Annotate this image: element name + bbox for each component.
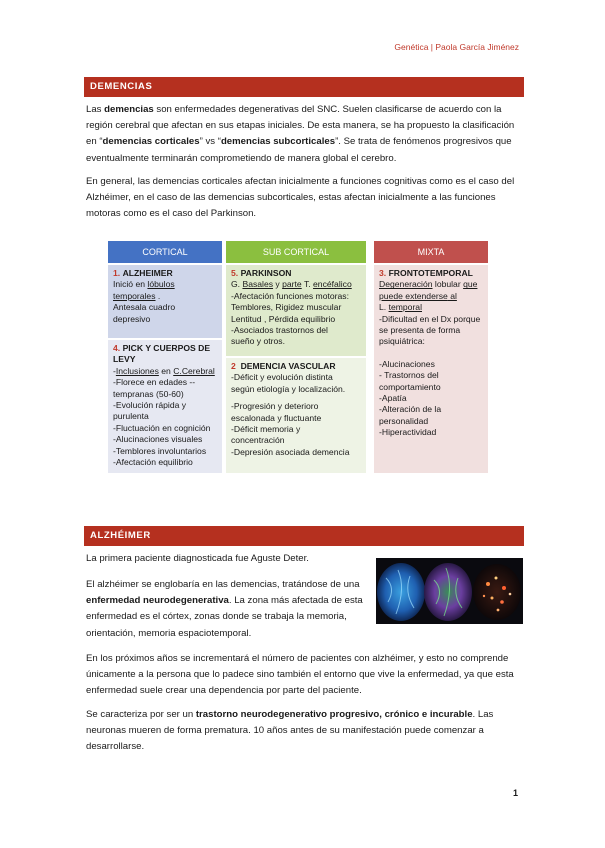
column-mixta xyxy=(374,241,488,473)
page-number: 1 xyxy=(513,788,519,798)
section-title-alzheimer: ALZHÉIMER xyxy=(84,526,524,546)
column-cortical xyxy=(108,241,222,473)
box-demencia-vascular: 2 DEMENCIA VASCULAR -Déficit y evolución distinta según etiología y localización. -Progresión y deterioro escalonada y fluctuante -Déficit memoria y concentración -Depresión asociada demencia xyxy=(226,358,366,473)
box-frontotemporal: 3. FRONTOTEMPORAL Degeneración lobular que puede extenderse al L. temporal -Dificultad en el Dx porque se presenta de forma psiquiátrica: -Alucinaciones - Trastornos del comportamiento -Apatía -Alteración de la personalidad -Hiperactividad xyxy=(374,265,488,473)
alzheimer-paragraph-1: La primera paciente diagnosticada fue Aguste Deter. xyxy=(86,553,309,564)
section-title-demencias: DEMENCIAS xyxy=(84,77,524,97)
column-subcortical xyxy=(226,241,366,473)
brain-scan-illustration xyxy=(376,558,523,624)
alzheimer-paragraph-4: Se caracteriza por ser un trastorno neurodegenerativo progresivo, crónico e incurable. Las neuronas mueren de forma prematura. 10 años antes de su manifestación puede comenzar a desarrollarse. xyxy=(86,709,494,753)
box-parkinson: 5. PARKINSON G. Basales y parte T. encéfalico -Afectación funciones motoras: Temblores, Rigidez muscular Lentitud , Pérdida equilibrio -Asociados trastornos del sueño y otros. xyxy=(226,265,366,356)
alzheimer-paragraph-3: En los próximos años se incrementará el número de pacientes con alzhéimer, y esto no comprende únicamente a la persona que lo padece sino también el entorno que vive la enfermedad, ya que esta enfermedad suele crear una dependencia por parte del paciente. xyxy=(86,653,514,697)
brain-scan-image xyxy=(376,558,523,624)
alzheimer-paragraph-2: El alzhéimer se englobaría en las demencias, tratándose de una enfermedad neurodegenerativa. La zona más afectada de esta enfermedad es el córtex, zonas donde se trabaja la memoria, orientación, memoria espaciotemporal. xyxy=(86,579,363,639)
column-header-cortical: CORTICAL xyxy=(108,241,222,263)
demencias-paragraph-1: Las demencias son enfermedades degenerativas del SNC. Suelen clasificarse de acuerdo con la región cerebral que afectan en sus etapas iniciales. De esta manera, se ha propuesto la clasificación en “demencias corticales” vs “demencias subcorticales”. Se trata de fenómenos progresivos que eventualmente terminarán comprometiendo de manera global el cerebro. xyxy=(86,104,515,164)
demencias-paragraph-2: En general, las demencias corticales afectan inicialmente a funciones cognitivas como es el caso del Alzhéimer, en el caso de las demencias subcorticales, estas afectan inicialmente a las funciones motoras como es el caso del Parkinson. xyxy=(86,176,515,220)
box-pick-levy: 4. PICK Y CUERPOS DE LEVY -Inclusiones en C.Cerebral -Florece en edades -- tempranas (50-60) -Evolución rápida y purulenta -Fluctuación en cognición -Alucinaciones visuales -Temblores involuntarios -Afectación equilibrio xyxy=(108,340,222,473)
box-alzheimer: 1. ALZHEIMER Inició en lóbulos temporales . Antesala cuadro depresivo xyxy=(108,265,222,338)
column-header-mixta: MIXTA xyxy=(374,241,488,263)
running-header: Genética | Paola García Jiménez xyxy=(394,42,519,52)
column-header-subcortical: SUB CORTICAL xyxy=(226,241,366,263)
